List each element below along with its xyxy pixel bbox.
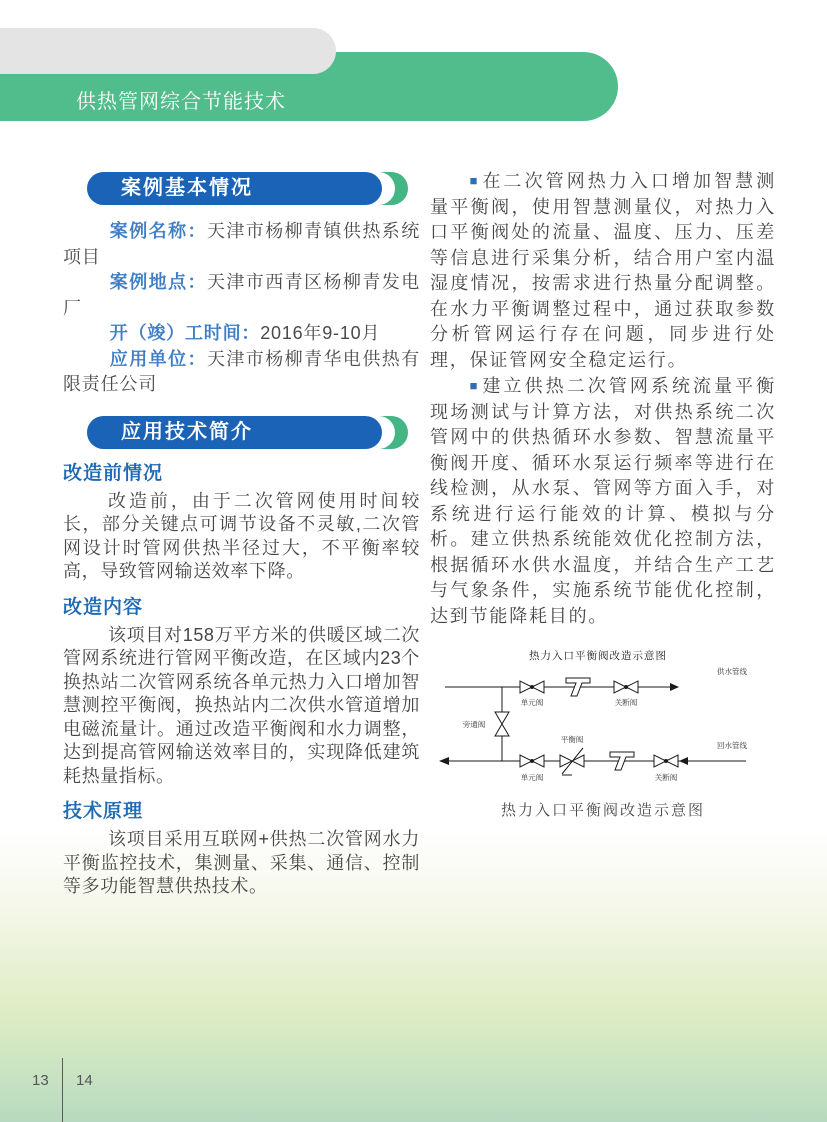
- subsection-body-before: 改造前，由于二次管网使用时间较长，部分关键点可调节设备不灵敏,二次管网设计时管网供热半径过大，不平衡率较高，导致管网输送效率下降。: [63, 490, 420, 581]
- subsection-heading-principle: 技术原理: [63, 801, 144, 822]
- square-bullet-icon: ■: [469, 378, 481, 393]
- field-value: 天津市西青区杨柳青发电厂: [63, 272, 420, 318]
- bypass-valve-label: 旁通阀: [462, 720, 486, 729]
- valve-stem-dot: [624, 685, 628, 689]
- valve-stem-dot: [530, 685, 534, 689]
- banner-title: 案例基本情况: [121, 177, 253, 199]
- section-banner-case-info: [87, 172, 408, 205]
- subsection-body-principle: 该项目采用互联网+供热二次管网水力平衡监控技术，集测量、采集、通信、控制等多功能智慧供热技术。: [63, 829, 420, 896]
- right-column: [430, 168, 776, 820]
- bypass-valve-icon: [495, 724, 509, 736]
- field-value: 天津市杨柳青华电供热有限责任公司: [63, 348, 420, 394]
- unit-valve-top-label: 单元阀: [520, 698, 544, 707]
- return-line-label: 回水管线: [717, 741, 747, 750]
- case-field-time: [63, 321, 420, 347]
- bullet-text: 在二次管网热力入口增加智慧测量平衡阀，使用智慧测量仪，对热力入口平衡阀处的流量、温度、压力、压差等信息进行采集分析，结合用户室内温湿度情况，按需求进行热量分配调整。在水力平衡调整过程中，通过获取参数分析管网运行存在问题，同步进行处理，保证管网安全稳定运行。: [430, 171, 776, 370]
- square-bullet-icon: ■: [469, 173, 481, 188]
- field-label: 开（竣）工时间：: [109, 323, 261, 343]
- field-label: 应用单位：: [109, 348, 207, 369]
- case-info-block: [63, 219, 420, 398]
- bullet-paragraph: [430, 168, 776, 373]
- page-title: 供热管网综合节能技术: [76, 91, 286, 113]
- balance-valve-icon: [572, 755, 584, 767]
- flow-arrow-into-valve-icon: [679, 757, 688, 765]
- balance-valve-diagram: [430, 643, 776, 820]
- field-label: 案例名称：: [109, 221, 207, 241]
- valve-stem-dot: [530, 759, 534, 763]
- balance-valve-icon: [560, 755, 572, 767]
- field-value: 2016年9-10月: [260, 323, 381, 343]
- section-banner-tech-intro: [87, 416, 408, 449]
- page-number-divider: [62, 1058, 63, 1122]
- balance-valve-label: 平衡阀: [560, 735, 584, 744]
- field-label: 案例地点：: [109, 272, 207, 292]
- flow-arrow-left-icon: [439, 757, 449, 765]
- valve-stem-dot: [664, 759, 668, 763]
- diagram-title: 热力入口平衡阀改造示意图: [529, 650, 667, 662]
- case-field-name: [63, 219, 420, 270]
- subsection-heading-content: 改造内容: [63, 596, 144, 618]
- bypass-valve-icon: [495, 712, 509, 724]
- bullet-paragraph: [430, 373, 776, 629]
- case-field-location: [63, 270, 420, 321]
- page-number-right: 14: [76, 1072, 93, 1089]
- subsection-body-content: 该项目对158万平方米的供暖区域二次管网系统进行管网平衡改造，在区域内23个换热站二次管网系统各单元热力入口增加智慧测控平衡阀，换热站内二次供水管道增加电磁流量计。通过改造平衡阀和水力调整，达到提高管网输送效率目的，实现降低建筑耗热量指标。: [63, 624, 420, 786]
- shutoff-valve-top-label: 关断阀: [614, 698, 638, 707]
- supply-line-label: 供水管线: [717, 667, 747, 676]
- page-number-left: 13: [32, 1072, 49, 1089]
- subsection-heading-before: 改造前情况: [63, 462, 164, 484]
- header-gray-bar: [0, 28, 336, 74]
- flow-arrow-right-icon: [670, 683, 679, 691]
- piping-diagram-figure: [430, 643, 776, 795]
- unit-valve-bottom-label: 单元阀: [520, 773, 544, 782]
- left-column: [63, 172, 420, 899]
- banner-title: 应用技术简介: [121, 420, 253, 443]
- case-field-unit: [63, 347, 420, 398]
- bullet-text: 建立供热二次管网系统流量平衡现场测试与计算方法，对供热系统二次管网中的供热循环水参数、智慧流量平衡阀开度、循环水泵运行频率等进行在线检测，从水泵、管网等方面入手，对系统进行运行能效的计算、模拟与分析。建立供热系统能效优化控制方法，根据循环水供水温度，并结合生产工艺与气象条件，实施系统节能优化控制，达到节能降耗目的。: [430, 376, 776, 626]
- field-value: 天津市杨柳青镇供热系统项目: [63, 221, 420, 267]
- diagram-caption: 热力入口平衡阀改造示意图: [500, 802, 705, 819]
- shutoff-valve-bottom-label: 关断阀: [654, 773, 678, 782]
